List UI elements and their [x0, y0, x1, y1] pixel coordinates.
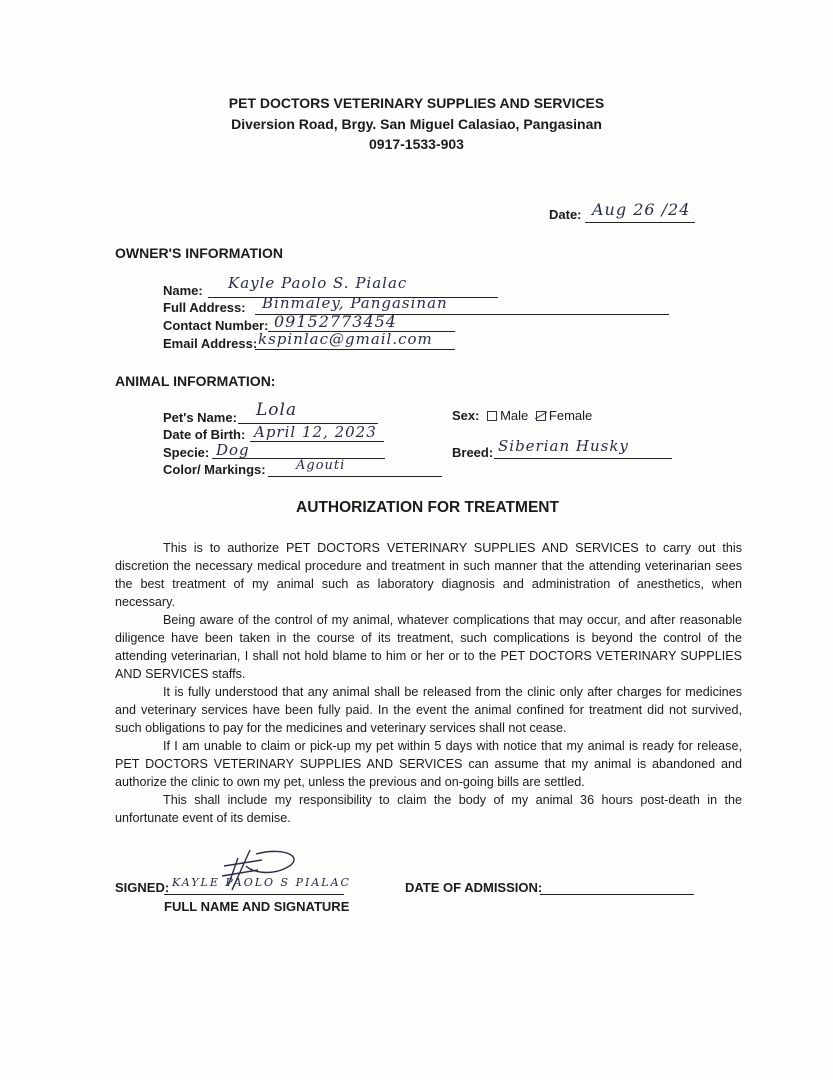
- authorization-body: [115, 539, 742, 827]
- date-label: Date:: [549, 207, 582, 222]
- company-address: Diversion Road, Brgy. San Miguel Calasiao, Pangasinan: [231, 116, 602, 132]
- owner-contact-value[interactable]: 09152773454: [274, 312, 397, 331]
- company-phone: 0917-1533-903: [369, 136, 464, 152]
- admission-date-underline: [540, 894, 694, 895]
- admission-date-label: DATE OF ADMISSION:: [405, 880, 543, 895]
- female-checkbox[interactable]: [536, 411, 546, 421]
- authorization-paragraph: This is to authorize PET DOCTORS VETERINARY SUPPLIES AND SERVICES to carry out this discretion the necessary medical procedure and treatment in such manner that the attending veterinarian sees the best treatment of my animal such as laboratory diagnosis and administration of anesthetics, when necessary.: [115, 541, 742, 609]
- signature-caption: FULL NAME AND SIGNATURE: [164, 899, 350, 914]
- male-option-label: Male: [500, 408, 529, 423]
- dob-label: Date of Birth:: [163, 427, 246, 442]
- dob-value[interactable]: April 12, 2023: [254, 423, 377, 441]
- sex-label: Sex:: [452, 408, 480, 423]
- authorization-title: AUTHORIZATION FOR TREATMENT: [296, 499, 559, 516]
- breed-label: Breed:: [452, 445, 494, 460]
- owner-email-value[interactable]: kspinlac@gmail.com: [258, 330, 433, 348]
- specie-label: Specie:: [163, 445, 210, 460]
- sex-field: [452, 408, 592, 423]
- signed-label: SIGNED:: [115, 880, 170, 895]
- owner-name-label: Name:: [163, 283, 203, 298]
- owner-name-value[interactable]: Kayle Paolo S. Pialac: [228, 274, 408, 292]
- owner-section-title: OWNER'S INFORMATION: [115, 245, 283, 261]
- breed-value[interactable]: Siberian Husky: [498, 437, 629, 455]
- owner-contact-label: Contact Number:: [163, 318, 269, 333]
- male-checkbox[interactable]: [487, 411, 497, 421]
- breed-underline: [494, 458, 672, 459]
- female-option-label: Female: [548, 408, 593, 423]
- animal-section-title: ANIMAL INFORMATION:: [115, 373, 276, 389]
- pet-name-label: Pet's Name:: [163, 410, 237, 425]
- color-underline: [268, 476, 442, 477]
- owner-address-value[interactable]: Binmaley, Pangasinan: [262, 294, 448, 312]
- color-label: Color/ Markings:: [163, 462, 266, 477]
- dob-underline: [250, 441, 384, 442]
- specie-value[interactable]: Dog: [216, 441, 250, 459]
- authorization-paragraph: If I am unable to claim or pick-up my pet within 5 days with notice that my animal is ready for release, PET DOCTORS VETERINARY SUPPLIES AND SERVICES can assume that my animal is abandoned and authorize the clinic to own my pet, unless the previous and on-going bills are settled.: [115, 739, 742, 789]
- company-name: PET DOCTORS VETERINARY SUPPLIES AND SERVICES: [228, 95, 605, 111]
- owner-email-underline: [255, 349, 455, 350]
- authorization-paragraph: This shall include my responsibility to claim the body of my animal 36 hours post-death in the unfortunate event of its demise.: [115, 793, 742, 825]
- authorization-paragraph: Being aware of the control of my animal, whatever complications that may occur, and after reasonable diligence have been taken in the course of its treatment, such complications is beyond the control of the attending veterinarian, I shall not hold blame to him or her or to the PET DOCTORS VETERINARY SUPPLIES AND SERVICES staffs.: [115, 613, 742, 681]
- authorization-paragraph: It is fully understood that any animal shall be released from the clinic only after charges for medicines and veterinary services have been fully paid. In the event the animal confined for treatment did not survived, such obligations to pay for the medicines and veterinary services shall not cease.: [115, 685, 742, 735]
- pet-name-value[interactable]: Lola: [256, 400, 298, 420]
- owner-email-label: Email Address:: [163, 336, 258, 351]
- color-value[interactable]: Agouti: [296, 458, 346, 473]
- signed-name-value[interactable]: KAYLE PAOLO S PIALAC: [172, 876, 351, 889]
- date-value[interactable]: Aug 26 /24: [592, 200, 691, 219]
- date-underline: [585, 222, 695, 223]
- owner-address-label: Full Address:: [163, 300, 246, 315]
